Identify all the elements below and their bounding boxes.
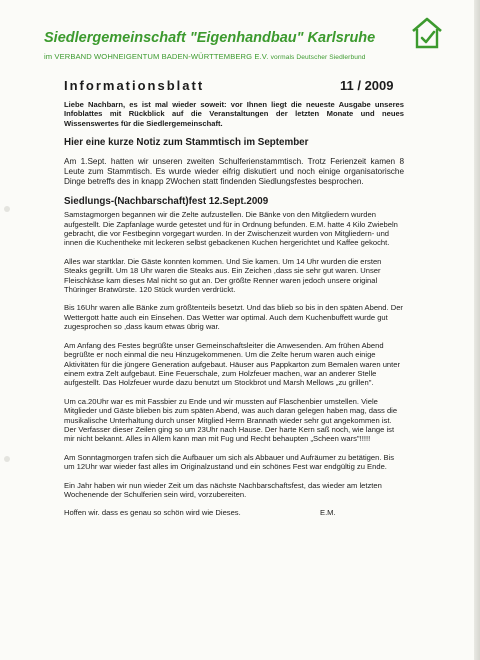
document-body: [64, 100, 404, 527]
org-name: Siedlergemeinschaft "Eigenhandbau" Karlsruhe: [44, 30, 376, 46]
intro-paragraph: Liebe Nachbarn, es ist mal wieder soweit: vor Ihnen liegt die neueste Ausgabe unseres Infoblattes mit Rückblick auf die Veranstaltungen der letzten Monate und neues Wissenswertes für die Siedlergemeinschaft.: [64, 100, 404, 128]
page-edge: [474, 0, 480, 660]
house-logo-icon: [410, 16, 444, 50]
punch-hole: [4, 206, 10, 212]
section-heading-stammtisch: Hier eine kurze Notiz zum Stammtisch im September: [64, 137, 309, 149]
fest-paragraph: Ein Jahr haben wir nun wieder Zeit um das nächste Nachbarschaftsfest, das wieder am letzten Wochenende der Schulferien sein wird, vorzubereiten.: [64, 480, 382, 499]
fest-paragraph: Samstagmorgen begannen wir die Zelte aufzustellen. Die Bänke von den Mitgliedern wurden aufgestellt. Die Zapfanlage wurde getestet und für in Ordnung befunden. E.M. hatte 4 Kilo Zwiebeln gebracht, die vor Festbeginn vorgegart wurden. In der Zwischenzeit wurden von Mitgliedern- und innen die Kuchentheke mit leckeren selbst gebackenen Kuchen hergerichtet und Kaffee gekocht.: [64, 210, 398, 248]
fest-paragraph: Am Sonntagmorgen trafen sich die Aufbauer um sich als Abbauer und Aufräumer zu betätigen. Bis um 12Uhr war wieder fast alles im Originalzustand und ein schönes Fest war endgültig zu Ende.: [64, 452, 395, 472]
fest-paragraph: Bis 16Uhr waren alle Bänke zum größtenteils besetzt. Und das blieb so bis in den späten Abend. Der Wettergott hatte auch ein Einsehen. Das Wetter war optimal. Auch dem Kuchenbuffett wurde gut zugesprochen so ,dass kaum etwas übrig war.: [64, 303, 403, 332]
fest-paragraph: Am Anfang des Festes begrüßte unser Gemeinschaftsleiter die Anwesenden. Am frühen Abend begrüßte er noch einmal die neu Hinzugekommenen. Um die Zelte herum waren auch einige Aktivitäten für die jüngere Generation aufgebaut. Häuser aus Pappkarton zum Bemalen waren unter einem extra Zelt aufgebaut. Eine Feuerschale, zum Holzfeuer machen, war an anderer Stelle aufgestellt. Das Holzfeuer wurde dazu benutzt um Stockbrot und Marsh Mellows „zu grillen".: [64, 340, 401, 388]
closing-line: [64, 508, 404, 517]
punch-hole: [4, 456, 10, 462]
closing-text: Hoffen wir. dass es genau so schön wird wie Dieses.: [64, 508, 241, 518]
stammtisch-paragraph: Am 1.Sept. hatten wir unseren zweiten Schulferienstammtisch. Trotz Ferienzeit kamen 8 Leute zum Stammtisch. Es wurde wieder eifrig diskutiert und noch einige organisatorische Dinge betreffs des in knapp 2Wochen statt findenden Siedlungsfestes besprochen.: [64, 157, 404, 187]
issue-number: 11 / 2009: [340, 78, 394, 93]
signature: E.M.: [320, 508, 336, 518]
org-subtitle: [44, 52, 366, 61]
section-heading-fest: Siedlungs-(Nachbarschaft)fest 12.Sept.2009: [64, 196, 269, 208]
fest-paragraph: Alles war startklar. Die Gäste konnten kommen. Und Sie kamen. Um 14 Uhr wurden die ersten Steaks gegrillt. Um 18 Uhr waren die Steaks aus. Ein Zeichen ,dass sie sehr gut waren. Unser Fleischkäse kam dieses Mal nicht so gut an. Der größte Renner waren jedoch unsere original Thüringer Bratwürste. 120 Stück wurden verdrückt.: [64, 256, 382, 295]
fest-paragraph: Um ca.20Uhr war es mit Fassbier zu Ende und wir mussten auf Flaschenbier umstellen. Viele Mitglieder und Gäste blieben bis zum späten Abend, was auch daran gelegen haben mag, dass die musikalische Unterhaltung durch unser Mitglied Herrn Brannath wieder sehr gut angekommen ist. Der Verfasser dieser Zeilen ging so um 23Uhr nach Hause. Der harte Kern saß noch, wie lange ist mir nicht bekannt. Alles in Allem kann man mit Fug und Recht behaupten „Scheen wars"!!!!!: [64, 396, 398, 444]
org-subtitle-main: im VERBAND WOHNEIGENTUM BADEN-WÜRTTEMBERG E.V.: [44, 52, 269, 61]
document-title: Informationsblatt: [64, 78, 205, 93]
org-subtitle-tail: vormals Deutscher Siedlerbund: [270, 54, 366, 61]
